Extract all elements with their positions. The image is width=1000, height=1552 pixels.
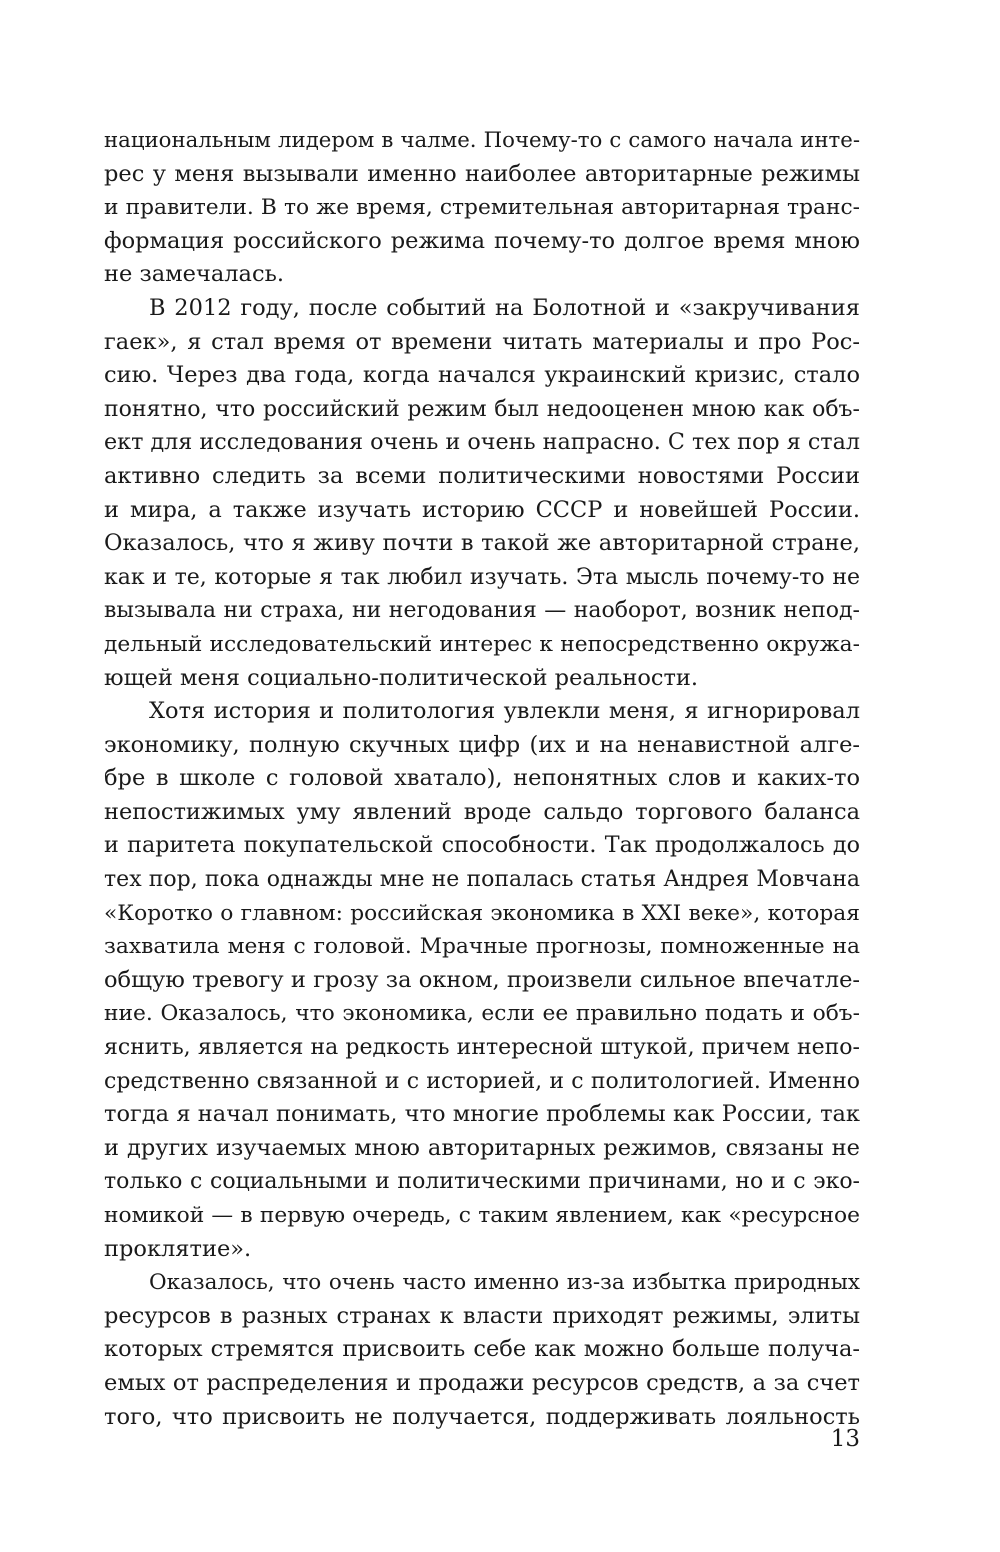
text-line: того, что присвоить не получается, поддерживать лояльность: [104, 1403, 860, 1430]
text-line: тех пор, пока однажды мне не попалась статья Андрея Мовчана: [104, 867, 860, 893]
text-line: активно следить за всеми политическими новостями России: [104, 462, 860, 489]
text-line: дельный исследовательский интерес к непосредственно окружа-: [104, 631, 860, 657]
text-line: и других изучаемых мною авторитарных режимов, связаны не: [104, 1134, 860, 1161]
text-line: и правители. В то же время, стремительная авторитарная транс-: [104, 195, 860, 221]
text-line: «Коротко о главном: российская экономика в XXI веке», которая: [104, 900, 860, 926]
text-line: захватила меня с головой. Мрачные прогнозы, помноженные на: [104, 934, 860, 960]
text-line: понятно, что российский режим был недооценен мною как объ-: [104, 396, 860, 422]
text-line: бре в школе с головой хватало), непонятных слов и каких-то: [104, 765, 860, 792]
text-line: Оказалось, что очень часто именно из-за избытка природных: [149, 1270, 860, 1296]
text-line: проклятие».: [104, 1235, 252, 1262]
text-line: Хотя история и политология увлекли меня, я игнорировал: [149, 698, 860, 725]
text-line: номикой — в первую очередь, с таким явлением, как «ресурсное: [104, 1203, 860, 1228]
text-line: В 2012 году, после событий на Болотной и «закручивания: [149, 294, 860, 321]
body-text: [104, 124, 860, 1434]
text-line: ект для исследования очень и очень напрасно. С тех пор я стал: [104, 429, 860, 456]
text-line: национальным лидером в чалме. Почему-то с самого начала инте-: [104, 128, 860, 153]
text-line: и мира, а также изучать историю СССР и новейшей России.: [104, 496, 860, 523]
text-line: тогда я начал понимать, что многие проблемы как России, так: [104, 1101, 860, 1128]
text-line: сию. Через два года, когда начался украинский кризис, стало: [104, 362, 860, 389]
text-line: рес у меня вызывали именно наиболее авторитарные режимы: [104, 160, 860, 187]
text-line: формация российского режима почему-то долгое время мною: [104, 227, 860, 254]
text-line: Оказалось, что я живу почти в такой же авторитарной стране,: [104, 530, 860, 557]
page-number: 13: [830, 1426, 860, 1452]
text-line: как и те, которые я так любил изучать. Эта мысль почему-то не: [104, 564, 860, 590]
text-line: емых от распределения и продажи ресурсов средств, а за счет: [104, 1369, 860, 1396]
text-line: экономику, полную скучных цифр (их и на ненавистной алге-: [104, 731, 860, 758]
text-line: и паритета покупательской способности. Так продолжалось до: [104, 832, 860, 859]
text-line: только с социальными и политическими причинами, но и с эко-: [104, 1169, 860, 1195]
text-line: средственно связанной и с историей, и с политологией. Именно: [104, 1068, 860, 1094]
text-line: которых стремятся присвоить себе как можно больше получа-: [104, 1336, 860, 1363]
text-line: не замечалась.: [104, 261, 284, 288]
text-line: вызывала ни страха, ни негодования — наоборот, возник непод-: [104, 598, 860, 624]
text-line: ние. Оказалось, что экономика, если ее правильно подать и объ-: [104, 1001, 860, 1027]
text-line: гаек», я стал время от времени читать материалы и про Рос-: [104, 328, 860, 355]
text-line: непостижимых уму явлений вроде сальдо торгового баланса: [104, 798, 860, 825]
text-line: ресурсов в разных странах к власти приходят режимы, элиты: [104, 1302, 860, 1329]
text-line: ющей меня социально-политической реальности.: [104, 664, 699, 691]
text-line: яснить, является на редкость интересной штукой, причем непо-: [104, 1035, 860, 1061]
text-line: общую тревогу и грозу за окном, произвели сильное впечатле-: [104, 966, 860, 993]
